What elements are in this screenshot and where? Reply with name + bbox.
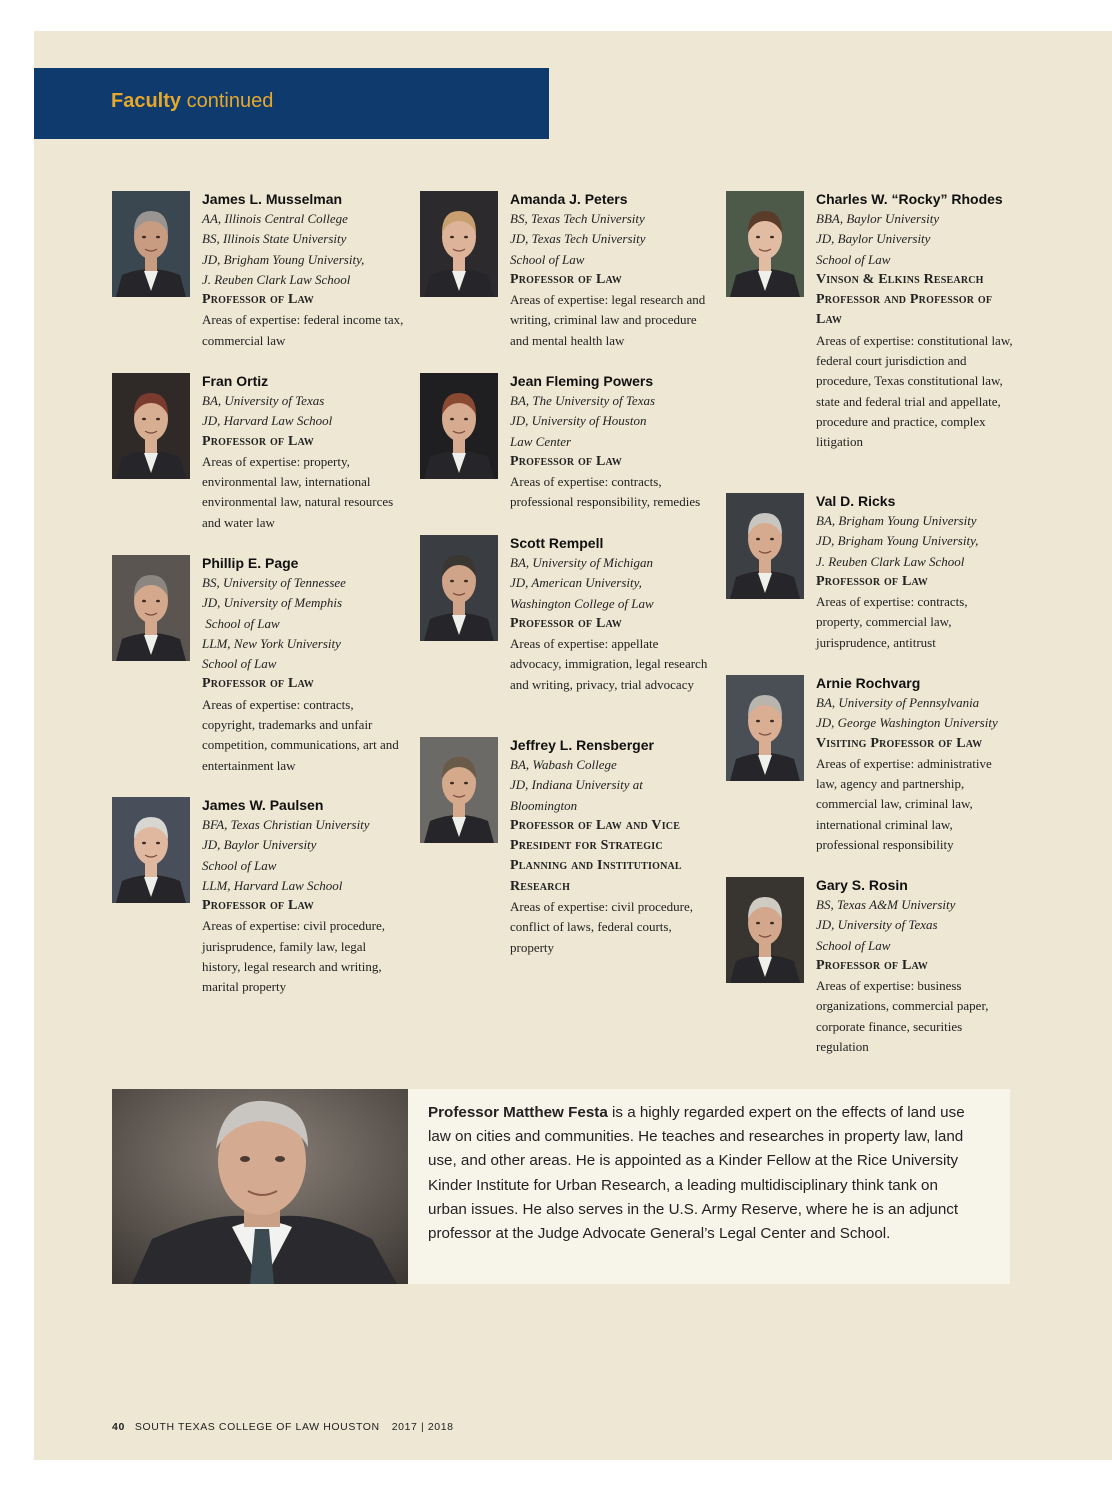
faculty-degree: J. Reuben Clark Law School bbox=[202, 271, 351, 287]
faculty-photo bbox=[112, 373, 190, 479]
faculty-name: Charles W. “Rocky” Rhodes bbox=[816, 191, 1003, 207]
faculty-name: Arnie Rochvarg bbox=[816, 675, 921, 691]
faculty-degree: BBA, Baylor University bbox=[816, 211, 940, 226]
faculty-title: Professor of Law bbox=[816, 573, 928, 589]
feature-name: Professor Matthew Festa bbox=[428, 1104, 608, 1121]
faculty-text bbox=[510, 371, 710, 513]
faculty-photo bbox=[420, 535, 498, 641]
faculty-degree: School of Law bbox=[816, 937, 891, 953]
faculty-title: Professor of Law bbox=[510, 615, 622, 631]
feature-body: is a highly regarded expert on the effects of land use law on cities and communities. He teaches and researches in property law, land use, and other areas. He is appointed as a Kinder Fellow at the Rice University Kinder Institute for Urban Research, a leading multidisciplinary think tank on urban issues. He also serves in the U.S. Army Reserve, where he is an adjunct professor at the Judge Advocate General’s Legal Center and School. bbox=[428, 1104, 965, 1243]
faculty-degree: BS, Texas Tech University bbox=[510, 211, 645, 226]
faculty-degree: BA, Brigham Young University bbox=[816, 513, 977, 528]
faculty-text bbox=[510, 189, 710, 351]
faculty-text bbox=[202, 371, 407, 533]
faculty-degree: School of Law bbox=[510, 251, 585, 267]
faculty-degree: Law Center bbox=[510, 433, 572, 449]
faculty-degree: JD, University of Houston bbox=[510, 413, 647, 429]
faculty-text bbox=[816, 189, 1016, 453]
faculty-expertise: Areas of expertise: property, environmental law, international environmental law, natural resources and water law bbox=[202, 453, 394, 530]
faculty-degree: JD, Indiana University at bbox=[510, 777, 643, 793]
faculty-text bbox=[510, 735, 710, 958]
faculty-title: Professor of Law bbox=[202, 676, 314, 692]
faculty-degree: AA, Illinois Central College bbox=[202, 211, 348, 226]
faculty-photo bbox=[726, 493, 804, 599]
faculty-degree: BFA, Texas Christian University bbox=[202, 817, 370, 832]
faculty-name: Scott Rempell bbox=[510, 535, 604, 551]
faculty-name: James W. Paulsen bbox=[202, 797, 324, 813]
faculty-degree: BA, The University of Texas bbox=[510, 393, 656, 408]
faculty-degree: School of Law bbox=[202, 615, 280, 631]
faculty-degree: JD, Brigham Young University, bbox=[202, 251, 365, 267]
faculty-degree: BS, University of Tennessee bbox=[202, 575, 346, 590]
faculty-expertise: Areas of expertise: contracts, property, commercial law, jurisprudence, antitrust bbox=[816, 594, 968, 650]
faculty-degree: JD, Baylor University bbox=[202, 837, 317, 853]
faculty-title: Professor of Law bbox=[816, 957, 928, 973]
faculty-degree: JD, George Washington University bbox=[816, 715, 998, 731]
faculty-photo bbox=[726, 877, 804, 983]
faculty-title: Vinson & Elkins Research Professor and Professor of Law bbox=[816, 271, 993, 328]
publication-name: SOUTH TEXAS COLLEGE OF LAW HOUSTON bbox=[134, 1421, 380, 1433]
faculty-degree: LLM, New York University bbox=[202, 635, 341, 651]
page-footer bbox=[112, 1421, 454, 1433]
faculty-title: Professor of Law bbox=[202, 433, 314, 449]
faculty-degree: JD, Texas Tech University bbox=[510, 231, 646, 247]
faculty-title: Visiting Professor of Law bbox=[816, 735, 983, 751]
faculty-text bbox=[202, 795, 407, 998]
faculty-degree: Bloomington bbox=[510, 797, 578, 813]
faculty-expertise: Areas of expertise: civil procedure, conflict of laws, federal courts, property bbox=[510, 899, 694, 955]
faculty-title: Professor of Law bbox=[202, 898, 314, 914]
faculty-degree: School of Law bbox=[202, 857, 277, 873]
faculty-name: Jeffrey L. Rensberger bbox=[510, 737, 654, 753]
faculty-photo bbox=[726, 191, 804, 297]
feature-callout bbox=[408, 1089, 1010, 1284]
faculty-degree: BA, University of Texas bbox=[202, 393, 325, 408]
faculty-expertise: Areas of expertise: federal income tax, commercial law bbox=[202, 312, 404, 348]
faculty-name: Amanda J. Peters bbox=[510, 191, 628, 207]
faculty-text bbox=[510, 533, 710, 695]
faculty-name: Jean Fleming Powers bbox=[510, 373, 654, 389]
faculty-title: Professor of Law bbox=[510, 453, 622, 469]
faculty-text bbox=[202, 553, 407, 776]
faculty-name: Fran Ortiz bbox=[202, 373, 269, 389]
faculty-photo bbox=[112, 555, 190, 661]
faculty-degree: BA, University of Pennsylvania bbox=[816, 695, 980, 710]
section-title: Faculty continued bbox=[111, 90, 274, 112]
faculty-expertise: Areas of expertise: business organizations, commercial paper, corporate finance, securities regulation bbox=[816, 978, 989, 1055]
faculty-photo bbox=[420, 737, 498, 843]
faculty-degree: JD, Brigham Young University, bbox=[816, 533, 979, 549]
feature-portrait-photo bbox=[112, 1089, 408, 1284]
faculty-expertise: Areas of expertise: administrative law, agency and partnership, commercial law, criminal law, international criminal law, professional responsibility bbox=[816, 755, 992, 853]
faculty-degree: School of Law bbox=[202, 656, 277, 672]
faculty-expertise: Areas of expertise: contracts, copyright, trademarks and unfair competition, communications, art and entertainment law bbox=[202, 696, 399, 773]
faculty-degree: JD, Baylor University bbox=[816, 231, 931, 247]
faculty-expertise: Areas of expertise: contracts, professional responsibility, remedies bbox=[510, 474, 701, 510]
faculty-degree: BA, Wabash College bbox=[510, 757, 617, 772]
page-number: 40 bbox=[112, 1421, 125, 1433]
faculty-degree: BA, University of Michigan bbox=[510, 555, 653, 570]
faculty-degree: JD, University of Texas bbox=[816, 917, 938, 933]
faculty-degree: BS, Illinois State University bbox=[202, 231, 347, 247]
faculty-degree: LLM, Harvard Law School bbox=[202, 877, 343, 893]
section-banner bbox=[34, 68, 549, 139]
faculty-photo bbox=[420, 373, 498, 479]
faculty-text bbox=[816, 875, 1016, 1057]
publication-years: 2017 | 2018 bbox=[391, 1421, 454, 1433]
faculty-expertise: Areas of expertise: legal research and writing, criminal law and procedure and mental health law bbox=[510, 292, 706, 348]
faculty-text bbox=[816, 491, 1016, 653]
faculty-name: Phillip E. Page bbox=[202, 555, 299, 571]
faculty-photo bbox=[726, 675, 804, 781]
faculty-degree: Washington College of Law bbox=[510, 595, 654, 611]
faculty-degree: JD, Harvard Law School bbox=[202, 413, 333, 429]
faculty-name: Val D. Ricks bbox=[816, 493, 896, 509]
faculty-text bbox=[816, 673, 1016, 855]
faculty-photo bbox=[112, 797, 190, 903]
faculty-degree: JD, University of Memphis bbox=[202, 595, 343, 611]
faculty-name: Gary S. Rosin bbox=[816, 877, 908, 893]
feature-text bbox=[428, 1101, 968, 1246]
faculty-degree: J. Reuben Clark Law School bbox=[816, 553, 965, 569]
faculty-title: Professor of Law bbox=[202, 292, 314, 308]
faculty-degree: JD, American University, bbox=[510, 575, 642, 591]
faculty-expertise: Areas of expertise: civil procedure, jurisprudence, family law, legal history, legal research and writing, marital property bbox=[202, 918, 386, 995]
faculty-degree: BS, Texas A&M University bbox=[816, 897, 956, 912]
faculty-name: James L. Musselman bbox=[202, 191, 343, 207]
faculty-title: Professor of Law and Vice President for Strategic Planning and Institutional Research bbox=[510, 817, 682, 894]
faculty-photo bbox=[112, 191, 190, 297]
faculty-expertise: Areas of expertise: appellate advocacy, immigration, legal research and writing, privacy, trial advocacy bbox=[510, 636, 708, 692]
faculty-text bbox=[202, 189, 407, 351]
faculty-photo bbox=[420, 191, 498, 297]
faculty-expertise: Areas of expertise: constitutional law, federal court jurisdiction and procedure, Texas constitutional law, state and federal trial and appellate, procedure and practice, complex litigation bbox=[816, 332, 1013, 450]
faculty-title: Professor of Law bbox=[510, 271, 622, 287]
faculty-degree: School of Law bbox=[816, 251, 891, 267]
